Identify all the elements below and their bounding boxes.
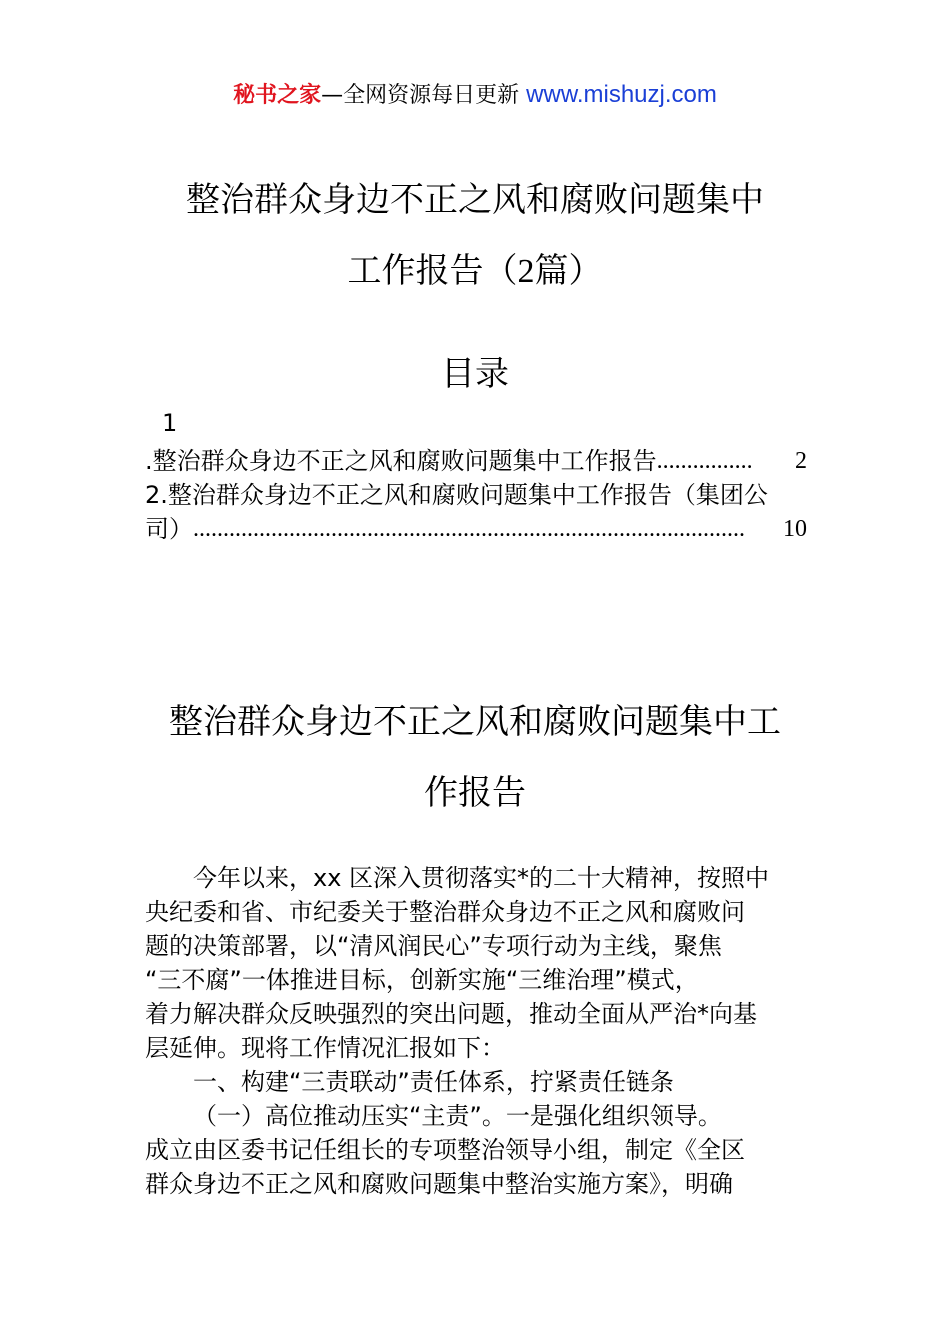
paragraph-line: 着力解决群众反映强烈的突出问题，推动全面从严治*向基 <box>145 1000 757 1028</box>
paragraph-line: 央纪委和省、市纪委关于整治群众身边不正之风和腐败问 <box>145 898 745 926</box>
toc-entry-1-page: 2 <box>795 448 807 474</box>
document-title-count: 2 <box>517 253 535 290</box>
site-url-link[interactable]: www.mishuzj.com <box>526 81 717 108</box>
section-title-line-2: 作报告 <box>424 773 526 813</box>
toc-entry-2-text-line-1: 2.整治群众身边不正之风和腐败问题集中工作报告（集团公 <box>145 481 768 509</box>
site-header <box>0 78 950 113</box>
document-title-line-2 <box>145 251 805 292</box>
paragraph-line: 层延伸。现将工作情况汇报如下： <box>145 1034 505 1062</box>
toc-heading: 目录 <box>441 354 509 394</box>
paragraph-line: 今年以来，xx 区深入贯彻落实*的二十大精神，按照中 <box>193 864 770 892</box>
paragraph-line: 题的决策部署，以“清风润民心”专项行动为主线，聚焦 <box>145 932 722 960</box>
toc-entry-2-row-2[interactable] <box>145 512 807 546</box>
toc-entry-2-row-1[interactable] <box>145 478 807 512</box>
toc-entry-1-number: 1 <box>162 409 178 437</box>
toc-entry-1-text: .整治群众身边不正之风和腐败问题集中工作报告 <box>145 447 657 475</box>
paragraph-line: 群众身边不正之风和腐败问题集中整治实施方案》，明确 <box>145 1170 733 1198</box>
toc-entry-1-row[interactable] <box>145 444 807 478</box>
section-title-line-1: 整治群众身边不正之风和腐败问题集中工 <box>169 702 781 742</box>
brand-name: 秘书之家 <box>233 83 322 108</box>
toc-entry-2-page: 10 <box>783 516 807 542</box>
subheading-line: （一）高位推动压实“主责”。一是强化组织领导。 <box>193 1102 722 1130</box>
paragraph-line: 成立由区委书记任组长的专项整治领导小组，制定《全区 <box>145 1136 745 1164</box>
header-tagline: —全网资源每日更新 <box>321 83 527 108</box>
toc-entry-2-leader: ............................................................................................ <box>193 516 745 542</box>
heading-line: 一、构建“三责联动”责任体系，拧紧责任链条 <box>193 1068 674 1096</box>
toc-entry-1-leader: ................ <box>656 448 753 474</box>
paragraph-line: “三不腐”一体推进目标，创新实施“三维治理”模式， <box>145 966 699 994</box>
document-title-part-a: 工作报告（ <box>347 251 518 291</box>
document-title-part-b: 篇） <box>534 251 603 291</box>
document-title-line-1: 整治群众身边不正之风和腐败问题集中 <box>186 180 764 220</box>
toc-entry-2-text-line-2: 司） <box>145 515 193 543</box>
